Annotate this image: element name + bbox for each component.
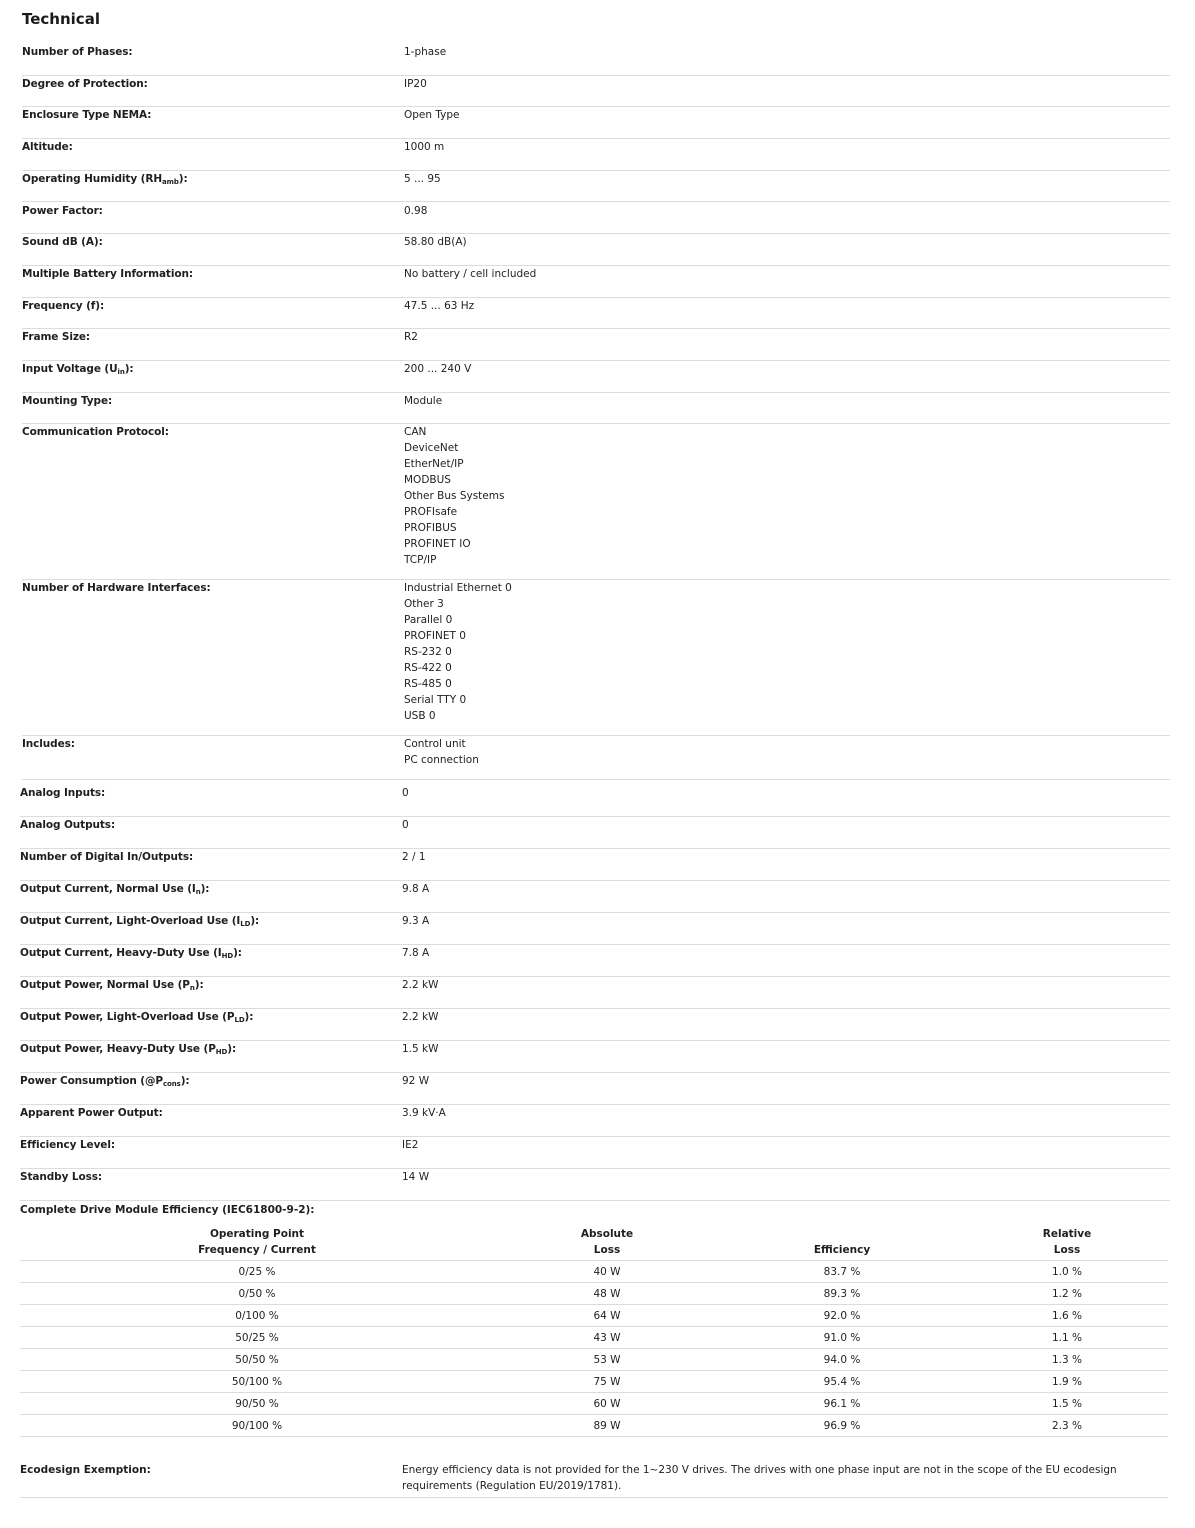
- spec-row: [22, 298, 1170, 330]
- spec-value-line: 1-phase: [404, 46, 447, 58]
- spec-row: [20, 785, 1170, 817]
- cell-absolute-loss: 53 W: [593, 1354, 621, 1366]
- spec-value-line: PROFINET 0: [404, 630, 466, 643]
- cell-absolute-loss: 89 W: [593, 1420, 621, 1432]
- spec-value: [402, 1105, 446, 1121]
- cell-operating-point: 0/25 %: [238, 1266, 276, 1278]
- spec-row: [22, 580, 1170, 736]
- spec-value-line: Control unit: [404, 738, 466, 751]
- spec-row: [22, 736, 1170, 780]
- spec-value-line: RS-485 0: [404, 678, 452, 691]
- spec-value-line: PC connection: [404, 754, 479, 767]
- spec-value: [404, 44, 446, 60]
- spec-label: Mounting Type:: [22, 394, 113, 407]
- spec-row: [22, 393, 1170, 425]
- efficiency-table: [20, 1226, 1168, 1437]
- spec-value: [404, 139, 444, 155]
- page-title: Technical: [22, 10, 100, 28]
- spec-value: [402, 1009, 439, 1025]
- cell-relative-loss: 1.3 %: [1051, 1354, 1083, 1366]
- spec-value-line: RS-232 0: [404, 646, 452, 659]
- cell-operating-point: 90/100 %: [231, 1420, 283, 1432]
- cell-efficiency: 83.7 %: [823, 1266, 861, 1278]
- efficiency-row: [20, 1415, 1168, 1437]
- spec-label: Degree of Protection:: [22, 77, 148, 90]
- cell-efficiency: 92.0 %: [823, 1310, 861, 1322]
- spec-value: [404, 329, 418, 345]
- spec-value: [404, 234, 467, 250]
- spec-row: [20, 945, 1170, 977]
- spec-label: Output Current, Normal Use $(I_n)$:: [20, 883, 210, 896]
- spec-value-line: IP20: [404, 77, 427, 90]
- spec-value: [402, 1169, 429, 1185]
- spec-value-line: USB 0: [404, 710, 436, 723]
- spec-label: Number of Phases:: [22, 46, 133, 58]
- spec-value-line: 2 / 1: [402, 851, 426, 863]
- efficiency-row: [20, 1327, 1168, 1349]
- efficiency-row: [20, 1305, 1168, 1327]
- cell-efficiency: 91.0 %: [823, 1332, 861, 1344]
- spec-value-line: 200 ... 240 V: [404, 363, 472, 375]
- spec-label: Multiple Battery Information:: [22, 267, 193, 280]
- spec-row: [22, 266, 1170, 298]
- spec-value-line: 9.3 A: [402, 915, 430, 927]
- spec-value: [402, 881, 429, 897]
- spec-label: Efficiency Level:: [20, 1139, 115, 1151]
- header-efficiency: Efficiency: [813, 1244, 871, 1256]
- ecodesign-row: [20, 1462, 1168, 1498]
- cell-relative-loss: 2.3 %: [1051, 1420, 1083, 1432]
- cell-absolute-loss: 43 W: [593, 1332, 621, 1344]
- spec-value: [404, 361, 471, 377]
- spec-value: [404, 76, 427, 92]
- cell-absolute-loss: 75 W: [593, 1376, 621, 1388]
- spec-row: [20, 1009, 1170, 1041]
- efficiency-table-body: [20, 1261, 1168, 1437]
- cell-operating-point: 50/100 %: [231, 1376, 283, 1388]
- spec-value: [404, 393, 442, 409]
- spec-value-line: 2.2 kW: [402, 979, 439, 991]
- efficiency-row: [20, 1371, 1168, 1393]
- spec-row: [20, 817, 1170, 849]
- spec-value: [404, 424, 504, 568]
- spec-value: [404, 171, 441, 187]
- spec-value: [404, 266, 536, 282]
- ecodesign-value: Energy efficiency data is not provided for the 1~230 V drives. The drives with one phase input are not in the scope of the EU ecodesign requirements (Regulation EU/2019/1781).: [402, 1464, 1117, 1492]
- spec-value-line: 7.8 A: [402, 947, 430, 959]
- spec-label: Standby Loss:: [20, 1171, 102, 1183]
- spec-value-line: 0.98: [404, 204, 428, 217]
- spec-value-line: EtherNet/IP: [404, 458, 464, 471]
- spec-value: [402, 849, 426, 865]
- spec-value-line: 3.9 kV·A: [402, 1107, 446, 1119]
- spec-label: Altitude:: [22, 141, 73, 154]
- spec-label: Analog Inputs:: [20, 787, 106, 799]
- efficiency-row: [20, 1349, 1168, 1371]
- spec-label: Output Current, Heavy-Duty Use $(I_{HD})$:: [20, 947, 242, 960]
- spec-row: [20, 1105, 1170, 1137]
- spec-value: [402, 817, 409, 833]
- spec-value: [402, 913, 429, 929]
- spec-row: [20, 1073, 1170, 1105]
- spec-value-line: PROFIsafe: [404, 506, 458, 519]
- spec-label: Power Factor:: [22, 204, 103, 217]
- spec-value-line: 1.5 kW: [402, 1043, 439, 1055]
- spec-value-line: 0: [402, 819, 409, 831]
- spec-value-line: Other Bus Systems: [404, 490, 505, 503]
- spec-label: Includes:: [22, 738, 75, 751]
- spec-value-line: Industrial Ethernet 0: [404, 582, 512, 595]
- spec-row: [22, 107, 1170, 139]
- cell-operating-point: 50/50 %: [235, 1354, 279, 1366]
- spec-value-line: MODBUS: [404, 474, 451, 487]
- spec-value: [402, 1073, 429, 1089]
- spec-value: [402, 1041, 439, 1057]
- spec-row: [20, 1169, 1170, 1201]
- spec-value-line: 9.8 A: [402, 883, 430, 895]
- cell-absolute-loss: 40 W: [593, 1266, 621, 1278]
- spec-label: Output Power, Normal Use $(P_n)$:: [20, 979, 204, 992]
- spec-row: [22, 203, 1170, 235]
- spec-value-line: Module: [404, 394, 443, 407]
- cell-operating-point: 0/50 %: [238, 1288, 276, 1300]
- cell-relative-loss: 1.9 %: [1051, 1376, 1083, 1388]
- spec-value-line: R2: [404, 331, 418, 344]
- spec-label: Frame Size:: [22, 331, 90, 344]
- spec-row: [22, 139, 1170, 171]
- spec-value-line: 92 W: [402, 1075, 430, 1087]
- spec-value-line: Open Type: [404, 109, 460, 122]
- spec-label: Output Power, Heavy-Duty Use $(P_{HD})$:: [20, 1043, 237, 1056]
- cell-absolute-loss: 60 W: [593, 1398, 621, 1410]
- spec-value-line: IE2: [402, 1139, 419, 1151]
- spec-row: [22, 171, 1170, 203]
- cell-efficiency: 89.3 %: [823, 1288, 861, 1300]
- spec-value-line: Other 3: [404, 598, 444, 611]
- spec-value: [404, 107, 460, 123]
- spec-value: [404, 736, 479, 768]
- cell-relative-loss: 1.2 %: [1051, 1288, 1083, 1300]
- spec-value-line: RS-422 0: [404, 662, 452, 675]
- cell-operating-point: 0/100 %: [235, 1310, 279, 1322]
- spec-value-line: Serial TTY 0: [404, 694, 467, 707]
- spec-value-line: CAN: [404, 426, 427, 439]
- spec-row: [22, 44, 1170, 76]
- spec-label: Communication Protocol:: [22, 426, 169, 439]
- cell-efficiency: 96.9 %: [823, 1420, 861, 1432]
- cell-absolute-loss: 48 W: [593, 1288, 621, 1300]
- spec-value: [402, 785, 409, 801]
- cell-operating-point: 90/50 %: [235, 1398, 279, 1410]
- spec-value: [402, 945, 429, 961]
- cell-relative-loss: 1.1 %: [1051, 1332, 1083, 1344]
- spec-label: Number of Hardware Interfaces:: [22, 582, 211, 595]
- spec-value-line: 58.80 dB(A): [404, 236, 467, 249]
- spec-row: [20, 977, 1170, 1009]
- cell-efficiency: 94.0 %: [823, 1354, 861, 1366]
- spec-label: Operating Humidity $(RH_{amb})$:: [22, 172, 188, 186]
- header-relative-loss: Relative Loss: [1042, 1228, 1092, 1256]
- spec-label: Input Voltage $(U_{in})$:: [22, 363, 134, 376]
- spec-row: [20, 1041, 1170, 1073]
- cell-relative-loss: 1.0 %: [1051, 1266, 1083, 1278]
- spec-value-line: DeviceNet: [404, 442, 459, 455]
- spec-row: [22, 361, 1170, 393]
- cell-operating-point: 50/25 %: [235, 1332, 279, 1344]
- spec-value-line: 0: [402, 787, 409, 799]
- spec-label: Output Power, Light-Overload Use $(P_{LD})$:: [20, 1011, 254, 1024]
- spec-label: Number of Digital In/Outputs:: [20, 851, 194, 863]
- header-absolute-loss: Absolute Loss: [580, 1228, 634, 1256]
- spec-row: [22, 329, 1170, 361]
- cell-efficiency: 95.4 %: [823, 1376, 861, 1388]
- spec-value-line: TCP/IP: [404, 554, 437, 567]
- spec-row: [22, 424, 1170, 580]
- spec-row: [22, 76, 1170, 108]
- spec-value-line: 2.2 kW: [402, 1011, 439, 1023]
- spec-value-line: 5 ... 95: [404, 172, 441, 185]
- cell-absolute-loss: 64 W: [593, 1310, 621, 1322]
- spec-value-line: PROFINET IO: [404, 538, 471, 551]
- spec-value-line: 1000 m: [404, 141, 445, 154]
- spec-label: Enclosure Type NEMA:: [22, 109, 152, 122]
- spec-value: [404, 580, 512, 724]
- spec-row: [20, 849, 1170, 881]
- spec-label: Output Current, Light-Overload Use $(I_{LD})$:: [20, 915, 260, 928]
- spec-label: Sound dB (A):: [22, 236, 103, 249]
- cell-efficiency: 96.1 %: [823, 1398, 861, 1410]
- spec-value: [402, 977, 439, 993]
- efficiency-table-header: [20, 1226, 1168, 1261]
- spec-value: [402, 1137, 418, 1153]
- spec-row: [20, 913, 1170, 945]
- spec-label: Analog Outputs:: [20, 819, 116, 831]
- spec-value-line: Parallel 0: [404, 614, 453, 627]
- spec-value-line: 47.5 ... 63 Hz: [404, 299, 475, 312]
- ecodesign-label: Ecodesign Exemption:: [20, 1464, 151, 1476]
- spec-label: Frequency (f):: [22, 299, 105, 312]
- spec-value: [404, 203, 427, 219]
- spec-label: Apparent Power Output:: [20, 1107, 163, 1119]
- header-operating-point: Operating Point Frequency / Current: [198, 1228, 316, 1256]
- efficiency-row: [20, 1283, 1168, 1305]
- spec-row: [20, 1137, 1170, 1169]
- spec-value: [404, 298, 474, 314]
- spec-label: Power Consumption $(@P_{cons})$:: [20, 1075, 190, 1088]
- spec-row: [20, 881, 1170, 913]
- spec-value-line: No battery / cell included: [404, 267, 537, 280]
- efficiency-row: [20, 1261, 1168, 1283]
- efficiency-row: [20, 1393, 1168, 1415]
- cell-relative-loss: 1.6 %: [1051, 1310, 1083, 1322]
- cell-relative-loss: 1.5 %: [1051, 1398, 1083, 1410]
- spec-row: [22, 234, 1170, 266]
- efficiency-heading: Complete Drive Module Efficiency (IEC61800-9-2):: [20, 1204, 315, 1216]
- spec-value-line: PROFIBUS: [404, 522, 457, 535]
- spec-value-line: 14 W: [402, 1171, 430, 1183]
